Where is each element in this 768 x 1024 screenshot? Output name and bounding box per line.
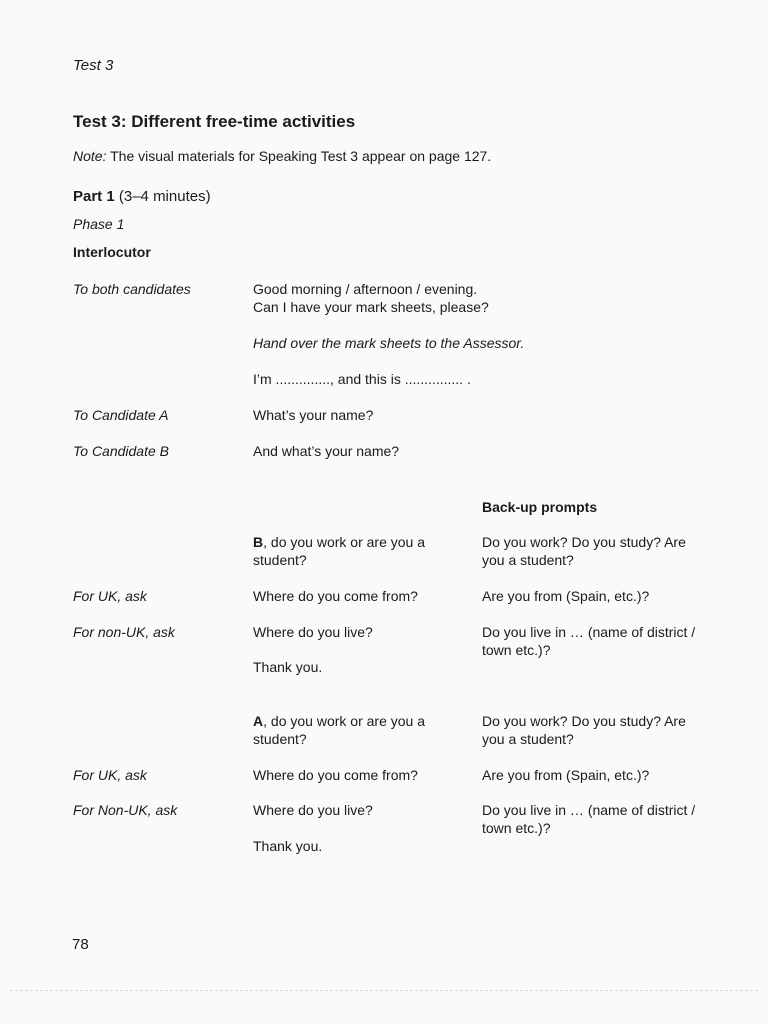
candidate-b-name-question: And what’s your name? <box>253 443 400 459</box>
greeting-instruction: Hand over the mark sheets to the Assessor. <box>253 335 525 351</box>
note-line <box>73 148 491 164</box>
page-title: Test 3: Different free-time activities <box>73 112 356 131</box>
b-thank-you: Thank you. <box>253 659 323 675</box>
b-uk-question: Where do you come from? <box>253 588 418 604</box>
b-nonuk-label: For non-UK, ask <box>73 624 175 640</box>
a-thank-you: Thank you. <box>253 838 323 854</box>
greeting-line-1: Good morning / afternoon / evening. <box>253 281 478 297</box>
b-work-study-text: , do you work or are you a student? <box>253 534 425 568</box>
note-text: The visual materials for Speaking Test 3 appear on page 127. <box>110 148 492 164</box>
interlocutor-heading: Interlocutor <box>73 244 151 260</box>
a-uk-question: Where do you come from? <box>253 767 418 783</box>
b-candidate-letter: B <box>253 534 264 550</box>
page-number: 78 <box>72 936 89 953</box>
backup-prompts-heading: Back-up prompts <box>482 499 598 515</box>
note-label: Note: <box>73 148 107 164</box>
b-uk-prompt: Are you from (Spain, etc.)? <box>482 588 650 604</box>
page-bottom-edge <box>10 990 758 991</box>
greeting-intro: I’m .............., and this is ............... . <box>253 371 471 387</box>
b-uk-label: For UK, ask <box>73 588 147 604</box>
a-nonuk-label: For Non-UK, ask <box>73 802 178 818</box>
a-candidate-letter: A <box>253 713 264 729</box>
greeting-line-2: Can I have your mark sheets, please? <box>253 299 489 315</box>
b-work-study-question <box>253 533 458 569</box>
candidate-a-audience: To Candidate A <box>73 407 169 423</box>
a-uk-prompt: Are you from (Spain, etc.)? <box>482 767 650 783</box>
running-head: Test 3 <box>73 57 114 74</box>
b-work-study-prompt: Do you work? Do you study? Are you a student? <box>482 534 686 568</box>
a-uk-label: For UK, ask <box>73 767 147 783</box>
a-work-study-question <box>253 712 458 748</box>
part-duration: (3–4 minutes) <box>118 188 211 205</box>
part-label: Part 1 <box>73 188 115 205</box>
a-work-study-text: , do you work or are you a student? <box>253 713 425 747</box>
a-nonuk-question: Where do you live? <box>253 802 373 818</box>
b-nonuk-question: Where do you live? <box>253 624 373 640</box>
part-heading <box>73 188 211 205</box>
b-nonuk-prompt: Do you live in … (name of district / town etc.)? <box>482 624 696 658</box>
candidate-a-name-question: What’s your name? <box>253 407 374 423</box>
a-work-study-prompt: Do you work? Do you study? Are you a student? <box>482 713 686 747</box>
a-nonuk-prompt: Do you live in … (name of district / town etc.)? <box>482 802 696 836</box>
phase-heading: Phase 1 <box>73 216 125 232</box>
greeting-audience: To both candidates <box>73 281 191 297</box>
candidate-b-audience: To Candidate B <box>73 443 169 459</box>
